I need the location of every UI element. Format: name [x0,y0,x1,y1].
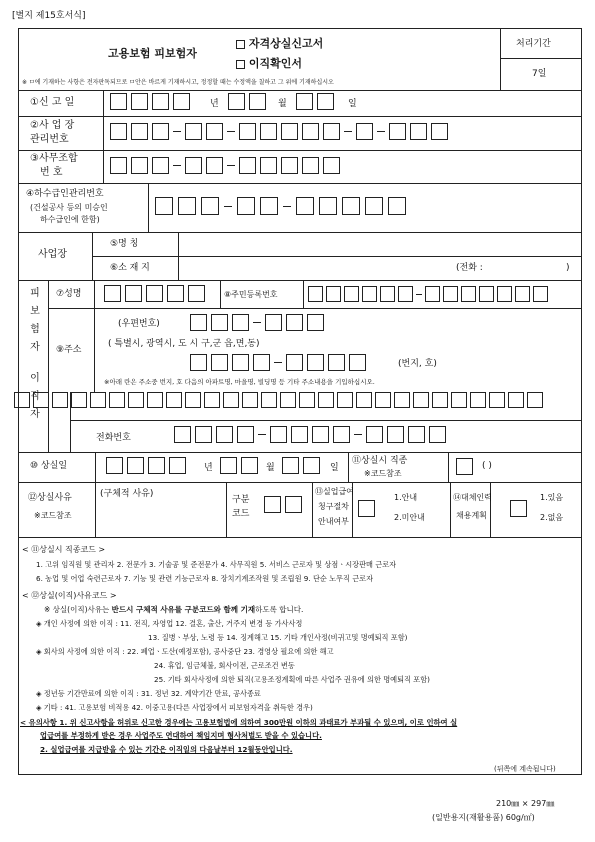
loss-date-label: ⑩ 상실일 [30,461,68,471]
paper-size: 210㎜ × 297㎜ [496,799,555,808]
processing-value: 7일 [532,69,547,79]
form-title: 고용보험 피보험자 [108,47,197,60]
sub-no-label-1: ④하수급인관리번호 [26,189,104,199]
report-day-boxes[interactable] [296,93,334,110]
job-code-title: < ⑪상실시 직종코드 > [22,545,106,554]
workplace-name-label: ⑤명 칭 [110,239,139,249]
reason-company-3: 25. 기타 회사사정에 의한 퇴직(고용조정계획에 따른 사업주 권유에 의한 명예퇴직 포함) [154,675,430,684]
reason-code-title: < ⑫상실(이직)사유코드 > [22,591,117,600]
biz-no-boxes[interactable] [110,123,448,140]
address-line: ( 특별시, 광역시, 도 시 구,군 읍,면,동) [108,339,260,349]
loss-year-boxes[interactable] [106,457,186,474]
loss-job-note: ※코드참조 [364,469,402,478]
workplace-phone-label: (전화 : [456,263,483,273]
loss-month-label: 월 [266,463,275,473]
benefit-label-2: 청구절차 [318,502,349,511]
address-note: ※아래 란은 주소중 번지, 호 다음의 아파트명, 마을명, 빌딩명 등 기타 주소내용을 기입하십시오. [104,378,375,386]
benefit-label-1: ⑬실업급여 [315,487,354,496]
rrn-boxes[interactable] [308,286,548,302]
loss-job-label: ⑪상실시 직종 [352,456,408,466]
biz-no-label-2: 관리번호 [30,134,69,145]
checkbox-icon [236,40,245,49]
reason-code-boxes[interactable] [264,496,302,513]
paper-type: (일반용지(재활용품) 60g/㎡) [432,813,535,822]
reason-personal: ◈ 개인 사정에 의한 이직 : 11. 전직, 자영업 12. 결혼, 출산, 거주지 변경 등 가사사정 [36,619,303,628]
benefit-option-1: 1.안내 [394,493,418,502]
replace-label-1: ⑭대체인력 [453,493,492,502]
day-label: 일 [348,99,357,109]
replace-box[interactable] [510,500,527,517]
benefit-option-2: 2.미안내 [394,513,425,522]
person-name-label: ⑦성명 [56,289,82,299]
continued-note: (뒤쪽에 계속됩니다) [494,765,556,773]
sub-no-label-2: (건설공사 등의 미승인 [30,203,108,212]
report-year-boxes[interactable] [110,93,190,110]
assoc-no-label-1: ③사무조합 [30,153,78,164]
insured-person-label: 피 보 험 자 이 직 자 [30,288,40,420]
loss-job-box[interactable] [456,458,473,475]
report-month-boxes[interactable] [228,93,266,110]
loss-day-label: 일 [330,463,339,473]
code-label-1: 구분 [232,495,250,505]
replace-option-1: 1.있음 [540,493,564,502]
person-name-boxes[interactable] [104,285,205,302]
loss-year-label: 년 [204,463,213,473]
notice-line-1: < 유의사항 1. 위 신고사항을 허위로 신고한 경우에는 고용보험법에 의하여 300만원 이하의 과태료가 부과될 수 있으며, 이로 인하여 실 [20,718,458,727]
form-number: [별지 제15호서식] [12,11,86,21]
replace-label-2: 채용계획 [456,511,487,520]
header-note: ※ ㅁ에 기재하는 사항은 전자판독되므로 ㅁ안은 바르게 기재하시고, 정정할 때는 수정액을 칠하고 그 위에 기재하십시오 [22,79,334,86]
loss-day-boxes[interactable] [282,457,320,474]
rrn-label: ⑧주민등록번호 [224,290,278,299]
biz-no-label-1: ②사 업 장 [30,120,75,131]
bunji-label: (번지, 호) [398,359,437,369]
specific-reason-label: (구체적 사유) [100,489,154,499]
loss-job-paren: ( ) [482,461,492,471]
sub-no-boxes[interactable] [155,197,406,215]
job-code-line-2: 6. 농업 및 어업 숙련근로자 7. 기능 및 관련 기능근로자 8. 장치기계조작원 및 조립원 9. 단순 노무직 근로자 [36,574,374,583]
processing-label: 처리기간 [516,39,551,49]
workplace-phone-close: ) [566,263,570,273]
month-label: 월 [278,99,287,109]
reason-other: ◈ 기타 : 41. 고용보험 비적용 42. 이중고용(다른 사업장에서 피보험자격을 취득한 경우) [36,703,313,712]
reason-retirement: ◈ 정년등 기간만료에 의한 이직 : 31. 정년 32. 계약기간 만료, 공사종료 [36,689,261,698]
phone-boxes[interactable] [174,426,446,443]
phone-label: 전화번호 [96,433,131,443]
option-separation-confirm[interactable]: 이직확인서 [236,58,302,69]
benefit-box[interactable] [358,500,375,517]
assoc-no-label-2: 번 호 [40,167,63,178]
reason-code-note: ※ 상실(이직)사유는 반드시 구체적 사유를 구분코드와 함께 기재하도록 합니다. [44,605,304,614]
replace-option-2: 2.없음 [540,513,564,522]
bunji-boxes[interactable] [190,354,366,371]
job-code-line-1: 1. 고위 임직원 및 관리자 2. 전문가 3. 기술공 및 준전문가 4. 사무직원 5. 서비스 근로자 및 상점ㆍ시장판매 근로자 [36,560,397,569]
checkbox-icon [236,60,245,69]
report-date-label: ①신 고 일 [30,97,75,108]
sub-no-label-3: 하수급인에 한함) [40,215,100,224]
notice-line-2: 업급여를 부정하게 받은 경우 사업주도 연대하여 책임지며 형사처벌도 받을 수 있습니다. [40,731,322,740]
code-label-2: 코드 [232,509,250,519]
postal-boxes[interactable] [190,314,324,331]
postal-label: (우편번호) [118,319,160,329]
loss-reason-label: ⑫상실사유 [28,493,72,503]
assoc-no-boxes[interactable] [110,157,340,174]
address-label: ⑨주소 [56,345,82,355]
address-detail-boxes[interactable] [14,392,543,408]
reason-company-2: 24. 휴업, 임금체불, 회사이전, 근로조건 변동 [154,661,295,670]
benefit-label-3: 안내여부 [318,517,349,526]
year-label: 년 [210,99,219,109]
reason-personal-2: 13. 질병ㆍ부상, 노령 등 14. 징계해고 15. 기타 개인사정(비귀고및 명예퇴직 포함) [148,633,408,642]
workplace-address-label: ⑥소 재 지 [110,263,150,273]
notice-line-3: 2. 실업급여를 지급받을 수 있는 기간은 이직일의 다음날부터 12월동안입니다. [40,745,293,754]
workplace-label: 사업장 [38,249,67,260]
loss-month-boxes[interactable] [220,457,258,474]
loss-reason-note: ※코드참조 [34,511,72,520]
option-loss-report[interactable]: 자격상실신고서 [236,38,323,49]
reason-company: ◈ 회사의 사정에 의한 이직 : 22. 폐업ㆍ도산(예정포함), 공사중단 23. 경영상 필요에 의한 해고 [36,647,334,656]
